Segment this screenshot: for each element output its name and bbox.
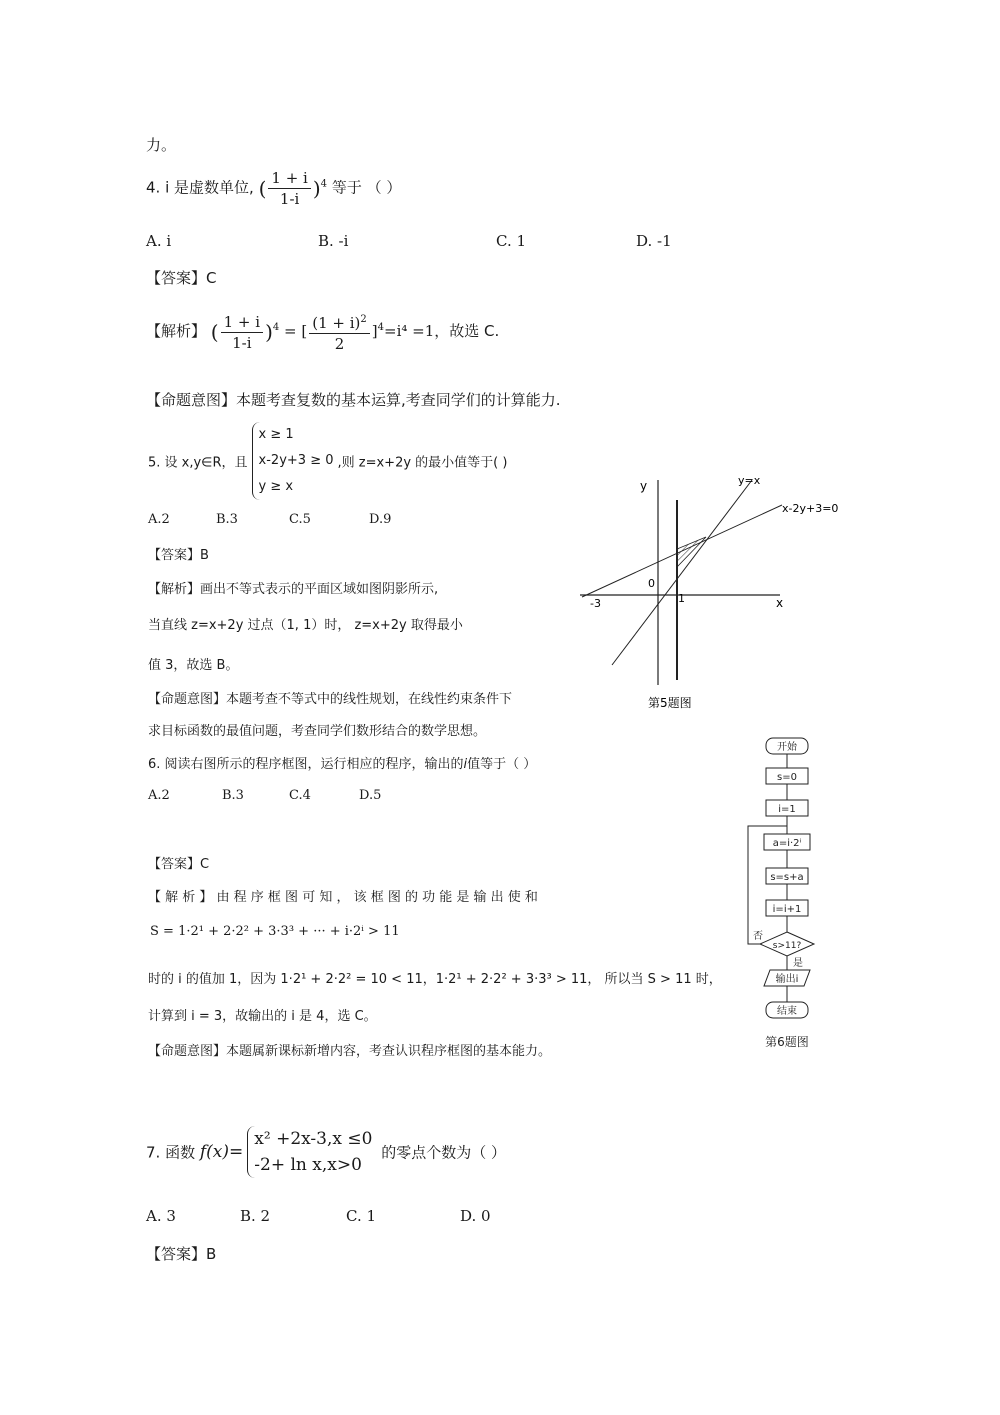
- flow-cond-label: s>11?: [772, 941, 802, 951]
- q4-intent: 【命题意图】本题考查复数的基本运算,考查同学们的计算能力.: [146, 391, 561, 409]
- q5-option-c: C.5: [289, 512, 311, 527]
- q7-option-d: D. 0: [460, 1207, 491, 1225]
- tick-neg3: -3: [590, 597, 601, 610]
- label-y-equals-x: y=x: [738, 474, 761, 487]
- flow-no-label: 否: [753, 931, 763, 942]
- figure-5-graph: [570, 470, 870, 715]
- q4-numerator: 1 + i: [268, 168, 310, 189]
- q7-cases: [247, 1126, 372, 1178]
- q4-analysis-den1: 1-i: [232, 333, 252, 352]
- flow-end-label: 结束: [777, 1006, 797, 1017]
- q4-fraction: [268, 168, 310, 209]
- q6-prefix: 6. 阅读右图所示的程序框图，运行相应的程序，输出的: [148, 757, 464, 772]
- q6-intent: 【命题意图】本题属新课标新增内容，考查认识程序框图的基本能力。: [148, 1044, 552, 1059]
- question-5: [148, 422, 507, 500]
- q6-suffix: 值等于（ ）: [467, 757, 537, 772]
- figure-5-caption: 第5题图: [648, 696, 692, 710]
- q4-option-c: C. 1: [496, 232, 527, 250]
- q6-option-a: A.2: [148, 788, 170, 803]
- label-x-2y-3: x-2y+3=0: [782, 502, 839, 515]
- flow-inc-label: i=i+1: [772, 904, 802, 915]
- x-label: x: [776, 596, 784, 610]
- q5-suffix: ,则 z=x+2y 的最小值等于( ): [337, 455, 508, 471]
- q5-prefix: 5. 设 x,y∈R，且: [148, 455, 248, 471]
- q5-analysis-3: 值 3，故选 B。: [148, 658, 239, 673]
- q7-option-b: B. 2: [240, 1207, 271, 1225]
- q4-prefix: 4. i 是虚数单位,: [146, 178, 254, 197]
- q7-prefix: 7. 函数: [146, 1143, 196, 1162]
- q7-option-c: C. 1: [346, 1207, 377, 1225]
- figure-6-flowchart: [738, 730, 848, 1055]
- question-6: [148, 753, 536, 772]
- q6-option-c: C.4: [289, 788, 311, 803]
- question-7: [146, 1126, 506, 1178]
- tick-1: 1: [678, 592, 685, 605]
- q6-analysis-1: 【 解 析 】 由 程 序 框 图 可 知 ， 该 框 图 的 功 能 是 输 出 使 和: [148, 890, 538, 905]
- q4-denominator: 1-i: [279, 190, 300, 208]
- feasible-region: [677, 537, 706, 567]
- q7-option-a: A. 3: [146, 1207, 176, 1225]
- q7-fx: f(x)=: [199, 1142, 244, 1162]
- q6-formula: S = 1·2¹ + 2·2² + 3·3³ + ··· + i·2ⁱ > 11: [150, 924, 400, 939]
- line-y-equals-x: [612, 480, 752, 665]
- q6-analysis-3: 计算到 i = 3，故输出的 i 是 4，选 C。: [148, 1009, 377, 1024]
- flow-start-label: 开始: [777, 742, 797, 753]
- flow-i1-label: i=1: [778, 804, 796, 815]
- q5-constraints: [252, 422, 334, 500]
- q4-analysis-den2: 2: [334, 335, 345, 353]
- q5-intent-1: 【命题意图】本题考查不等式中的线性规划，在线性约束条件下: [148, 692, 513, 707]
- q4-analysis-end: ，故选 C.: [434, 322, 500, 340]
- q5-option-a: A.2: [148, 512, 170, 527]
- q4-answer: 【答案】C: [146, 269, 217, 287]
- q4-analysis: 【解析】 ( $\frac{1 + i}{1-i}$ )$^4$ = [ $\frac{(1 + i)^2}{2}$ ]$^4$=i⁴ =1，故选 C.: [146, 310, 499, 354]
- q4-suffix: 等于 （ ）: [331, 178, 402, 197]
- flow-s0-label: s=0: [777, 772, 797, 783]
- flow-s-label: s=s+a: [770, 872, 804, 883]
- q7-case-1: x² +2x-3,x ≤0: [254, 1129, 373, 1149]
- flow-yes-label: 是: [793, 958, 803, 969]
- q6-option-b: B.3: [222, 788, 244, 803]
- q4-analysis-label: 【解析】: [146, 322, 207, 340]
- q4-option-a: A. i: [146, 232, 172, 250]
- origin-label: 0: [648, 577, 655, 590]
- question-4: 4. i 是虚数单位, ( $\frac{1 + i}{1-i}$ )$^4$ 等于 （ ）: [146, 169, 402, 208]
- q7-case-2: -2+ ln x,x>0: [254, 1155, 362, 1175]
- flow-a-label: a=i·2ⁱ: [772, 838, 802, 849]
- q5-intent-2: 求目标函数的最值问题，考查同学们数形结合的数学思想。: [148, 724, 487, 739]
- continuation-text: 力。: [146, 136, 177, 154]
- q4-option-d: D. -1: [636, 232, 672, 250]
- q4-analysis-num2: (1 + i): [312, 314, 361, 332]
- q6-answer: 【答案】C: [148, 857, 210, 872]
- q4-analysis-num1: 1 + i: [221, 312, 263, 333]
- q7-answer: 【答案】B: [146, 1245, 217, 1263]
- q5-cond-3: y ≥ x: [258, 479, 294, 494]
- q4-option-b: B. -i: [318, 232, 349, 250]
- q6-option-d: D.5: [359, 788, 382, 803]
- flow-out-label: 输出i: [775, 974, 799, 985]
- q5-option-d: D.9: [369, 512, 392, 527]
- q6-analysis-2: 时的 i 的值加 1，因为 1·2¹ + 2·2² = 10 < 11，1·2¹ + 2·2² + 3·3³ > 11， 所以当 S > 11 时，: [148, 972, 722, 987]
- y-label: y: [640, 479, 648, 493]
- q4-analysis-tail: =i⁴ =1: [384, 322, 435, 340]
- q5-cond-1: x ≥ 1: [258, 427, 294, 442]
- q6-var: i: [463, 757, 468, 772]
- q5-cond-2: x-2y+3 ≥ 0: [258, 453, 334, 468]
- q7-suffix: 的零点个数为（ ）: [381, 1143, 506, 1162]
- q5-answer: 【答案】B: [148, 548, 209, 563]
- q5-option-b: B.3: [216, 512, 238, 527]
- q4-exponent: 4: [320, 178, 328, 190]
- q5-analysis-1: 【解析】画出不等式表示的平面区域如图阴影所示,: [148, 582, 439, 597]
- figure-6-caption: 第6题图: [765, 1035, 809, 1049]
- q5-analysis-2: 当直线 z=x+2y 过点（1, 1）时， z=x+2y 取得最小: [148, 618, 463, 633]
